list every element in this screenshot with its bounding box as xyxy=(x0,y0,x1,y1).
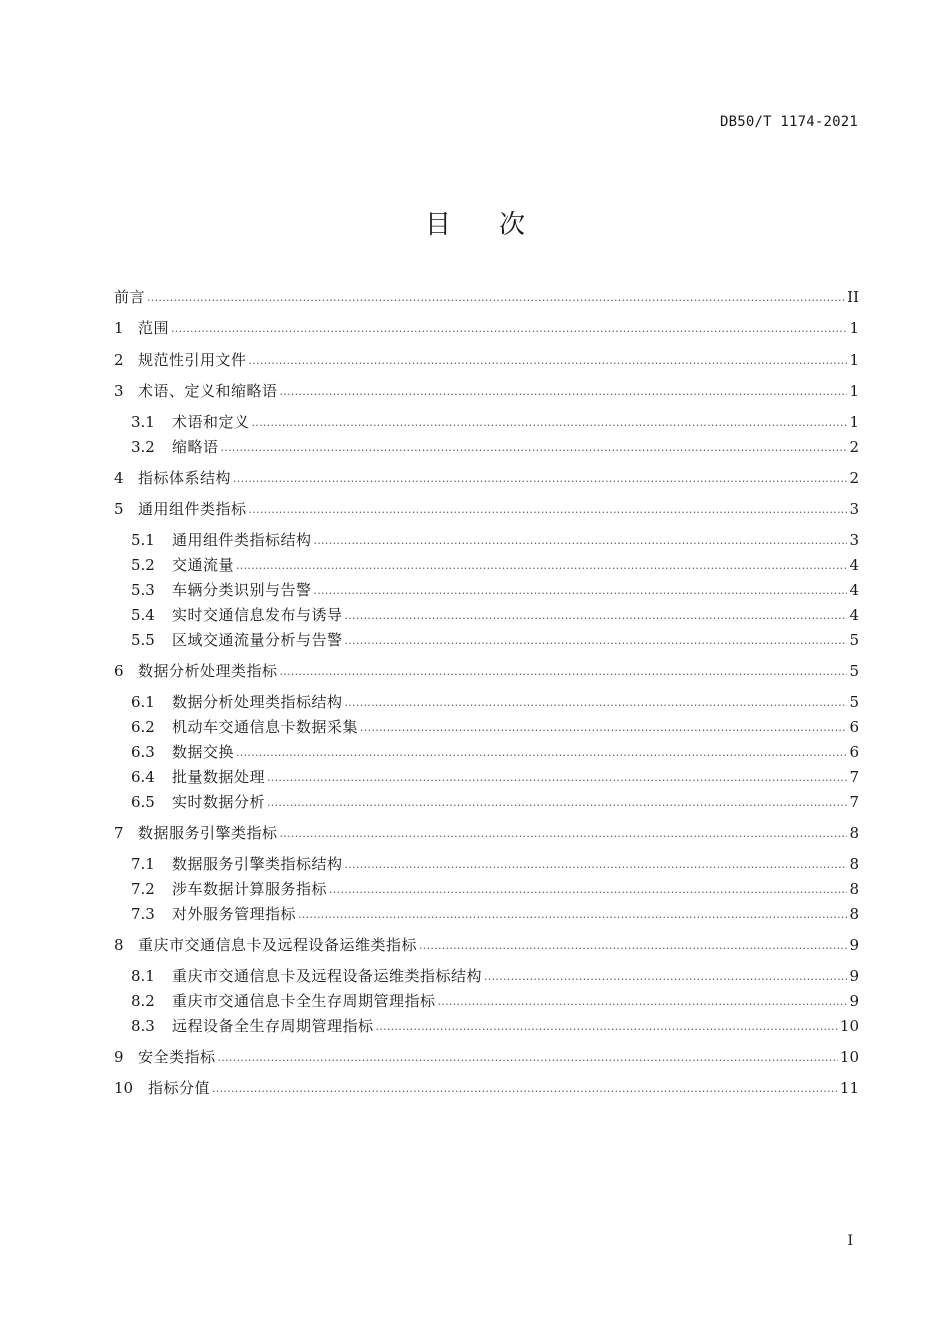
toc-leader xyxy=(236,744,847,762)
toc-entry[interactable] xyxy=(131,715,859,737)
toc-leader xyxy=(345,607,848,625)
toc-entry[interactable] xyxy=(114,933,859,955)
toc-leader xyxy=(280,383,848,401)
toc-entry[interactable] xyxy=(131,765,859,787)
toc-page: 1 xyxy=(849,351,859,369)
toc-text: 交通流量 xyxy=(172,556,235,574)
toc-text: 实时数据分析 xyxy=(172,793,266,811)
toc-page: 10 xyxy=(839,1048,859,1066)
toc-entry[interactable] xyxy=(131,603,859,625)
toc-page: 11 xyxy=(839,1079,859,1097)
toc-text: 车辆分类识别与告警 xyxy=(172,581,312,599)
toc-leader xyxy=(314,582,848,600)
toc-leader xyxy=(329,881,847,899)
toc-number: 9 xyxy=(114,1048,124,1066)
toc-entry[interactable] xyxy=(114,1045,859,1067)
toc-leader xyxy=(280,663,848,681)
toc-text: 指标体系结构 xyxy=(138,469,232,487)
toc-number: 5.5 xyxy=(131,631,155,649)
toc-text: 规范性引用文件 xyxy=(138,351,247,369)
toc-page: 1 xyxy=(849,319,859,337)
toc-number: 8 xyxy=(114,936,124,954)
toc-text: 涉车数据计算服务指标 xyxy=(172,880,328,898)
toc-leader xyxy=(236,557,847,575)
toc-text: 批量数据处理 xyxy=(172,768,266,786)
toc-text: 前言 xyxy=(114,288,146,306)
toc-leader xyxy=(267,794,847,812)
toc-text: 对外服务管理指标 xyxy=(172,905,297,923)
toc-number: 5.4 xyxy=(131,606,155,624)
toc-leader xyxy=(298,906,847,924)
toc-entry[interactable] xyxy=(131,964,859,986)
toc-text: 通用组件类指标结构 xyxy=(172,531,312,549)
toc-entry[interactable] xyxy=(131,410,859,432)
toc-leader xyxy=(221,439,848,457)
toc-number: 5.3 xyxy=(131,581,155,599)
toc-page: 5 xyxy=(849,662,859,680)
toc-leader xyxy=(280,825,848,843)
toc-entry[interactable] xyxy=(131,628,859,650)
toc-leader xyxy=(249,352,848,370)
toc-number: 4 xyxy=(114,469,124,487)
toc-page: 4 xyxy=(849,606,859,624)
toc-number: 10 xyxy=(114,1079,134,1097)
toc-number: 5.1 xyxy=(131,531,155,549)
toc-page: 9 xyxy=(849,967,859,985)
toc-entry[interactable] xyxy=(114,285,859,307)
toc-number: 6.2 xyxy=(131,718,155,736)
toc-page: 3 xyxy=(849,500,859,518)
toc-number: 6.3 xyxy=(131,743,155,761)
toc-page: 5 xyxy=(849,631,859,649)
toc-number: 6.5 xyxy=(131,793,155,811)
toc-number: 3.2 xyxy=(131,438,155,456)
toc-number: 2 xyxy=(114,351,124,369)
toc-entry[interactable] xyxy=(131,740,859,762)
toc-leader xyxy=(345,632,848,650)
toc-entry[interactable] xyxy=(114,379,859,401)
toc-text: 指标分值 xyxy=(148,1079,211,1097)
toc-number: 1 xyxy=(114,319,124,337)
toc-number: 7.1 xyxy=(131,855,155,873)
toc-entry[interactable] xyxy=(114,348,859,370)
toc-leader xyxy=(376,1018,838,1036)
toc-entry[interactable] xyxy=(131,852,859,874)
toc-entry[interactable] xyxy=(131,1014,859,1036)
toc-entry[interactable] xyxy=(131,553,859,575)
toc-text: 区域交通流量分析与告警 xyxy=(172,631,343,649)
toc-number: 7.3 xyxy=(131,905,155,923)
toc-page: 8 xyxy=(849,855,859,873)
toc-leader xyxy=(171,320,847,338)
toc-text: 缩略语 xyxy=(172,438,219,456)
toc-number: 3.1 xyxy=(131,413,155,431)
toc-text: 数据分析处理类指标结构 xyxy=(172,693,343,711)
toc-leader xyxy=(252,414,848,432)
toc-entry[interactable] xyxy=(114,659,859,681)
toc-entry[interactable] xyxy=(114,1076,859,1098)
toc-leader xyxy=(249,501,848,519)
toc-entry[interactable] xyxy=(114,821,859,843)
toc-entry[interactable] xyxy=(114,497,859,519)
toc-page: 6 xyxy=(849,718,859,736)
toc-text: 远程设备全生存周期管理指标 xyxy=(172,1017,374,1035)
toc-page: 7 xyxy=(849,768,859,786)
toc-leader xyxy=(360,719,847,737)
toc-text: 通用组件类指标 xyxy=(138,500,247,518)
toc-text: 术语、定义和缩略语 xyxy=(138,382,278,400)
toc-number: 3 xyxy=(114,382,124,400)
toc-number: 5 xyxy=(114,500,124,518)
toc-leader xyxy=(267,769,847,787)
toc-page: 1 xyxy=(849,413,859,431)
toc-text: 术语和定义 xyxy=(172,413,250,431)
toc-entry[interactable] xyxy=(131,902,859,924)
toc-text: 数据服务引擎类指标结构 xyxy=(172,855,343,873)
toc-entry[interactable] xyxy=(131,989,859,1011)
toc-page: 2 xyxy=(849,438,859,456)
toc-leader xyxy=(345,856,848,874)
toc-number: 8.3 xyxy=(131,1017,155,1035)
toc-page: 4 xyxy=(849,581,859,599)
toc-entry[interactable] xyxy=(131,528,859,550)
toc-leader xyxy=(147,289,845,307)
toc-entry[interactable] xyxy=(131,578,859,600)
toc-text: 机动车交通信息卡数据采集 xyxy=(172,718,359,736)
toc-entry[interactable] xyxy=(131,690,859,712)
toc-page: 3 xyxy=(849,531,859,549)
toc-entry[interactable] xyxy=(131,877,859,899)
toc-number: 6 xyxy=(114,662,124,680)
toc-leader xyxy=(484,968,847,986)
doc-code: DB50/T 1174-2021 xyxy=(719,114,858,130)
toc-text: 重庆市交通信息卡全生存周期管理指标 xyxy=(172,992,436,1010)
toc-entry[interactable] xyxy=(131,790,859,812)
toc-page: 9 xyxy=(849,936,859,954)
toc-page: 8 xyxy=(849,880,859,898)
toc-entry[interactable] xyxy=(114,316,859,338)
toc-number: 5.2 xyxy=(131,556,155,574)
toc-number: 7 xyxy=(114,824,124,842)
toc-page: 9 xyxy=(849,992,859,1010)
toc-page: 6 xyxy=(849,743,859,761)
toc-page: 8 xyxy=(849,824,859,842)
toc-leader xyxy=(212,1080,838,1098)
toc-leader xyxy=(314,532,848,550)
toc-number: 6.1 xyxy=(131,693,155,711)
toc-page: 1 xyxy=(849,382,859,400)
page-number: I xyxy=(847,1233,853,1249)
toc-page: 4 xyxy=(849,556,859,574)
toc-text: 数据交换 xyxy=(172,743,235,761)
toc-page: 10 xyxy=(839,1017,859,1035)
toc-page: 7 xyxy=(849,793,859,811)
toc-text: 数据服务引擎类指标 xyxy=(138,824,278,842)
toc-text: 实时交通信息发布与诱导 xyxy=(172,606,343,624)
toc-leader xyxy=(233,470,847,488)
toc-text: 安全类指标 xyxy=(138,1048,216,1066)
toc-page: 2 xyxy=(849,469,859,487)
toc-leader xyxy=(419,937,847,955)
toc-entry[interactable] xyxy=(131,435,859,457)
toc-leader xyxy=(345,694,848,712)
toc-number: 7.2 xyxy=(131,880,155,898)
toc-page: 5 xyxy=(849,693,859,711)
toc-entry[interactable] xyxy=(114,466,859,488)
toc-page: II xyxy=(847,288,859,306)
toc-text: 重庆市交通信息卡及远程设备运维类指标结构 xyxy=(172,967,483,985)
toc-leader xyxy=(438,993,848,1011)
toc-text: 数据分析处理类指标 xyxy=(138,662,278,680)
toc-title: 目次 xyxy=(424,210,573,240)
toc-number: 6.4 xyxy=(131,768,155,786)
toc-text: 重庆市交通信息卡及远程设备运维类指标 xyxy=(138,936,418,954)
toc-number: 8.2 xyxy=(131,992,155,1010)
toc-number: 8.1 xyxy=(131,967,155,985)
toc-text: 范围 xyxy=(138,319,170,337)
toc-leader xyxy=(218,1049,838,1067)
toc-page: 8 xyxy=(849,905,859,923)
